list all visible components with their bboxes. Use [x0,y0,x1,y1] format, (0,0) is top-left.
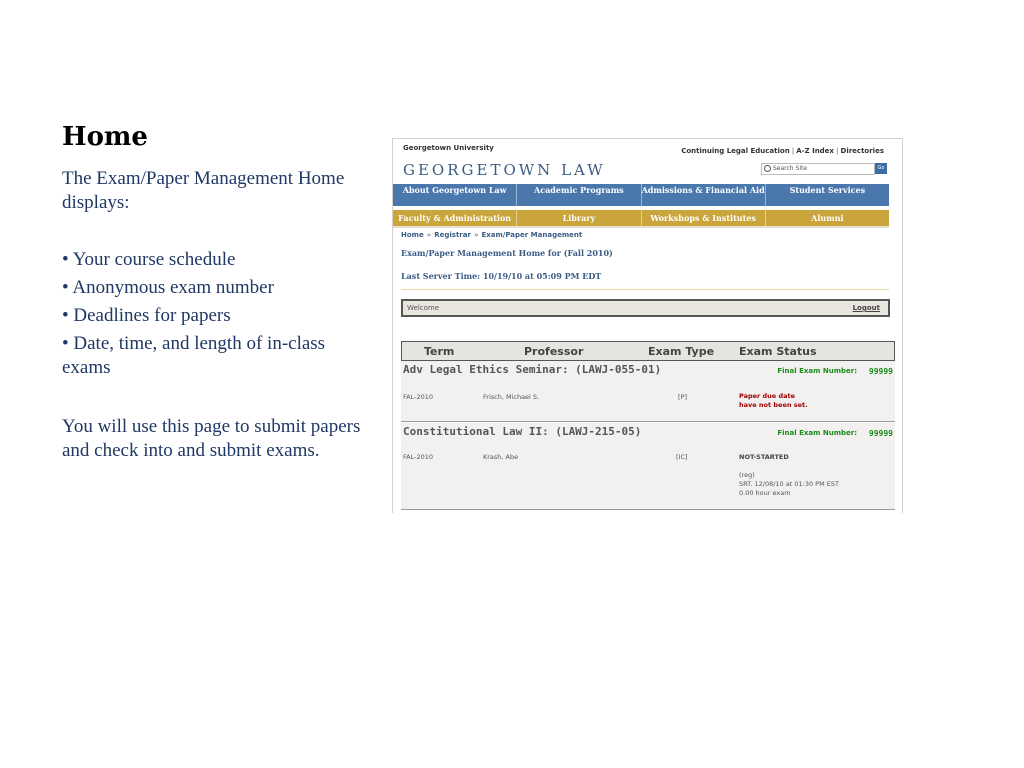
final-exam-number: 99999 [868,367,893,376]
exam-detail: 0.00 hour exam [739,489,791,497]
row-divider [401,421,895,422]
col-exam-status: Exam Status [739,345,817,358]
course-row [401,361,895,421]
breadcrumb-home[interactable]: Home [401,231,424,239]
bullet-item: • Date, time, and length of in-class exams [62,333,326,378]
exam-type-cell: [P] [678,393,687,401]
bullet-list [62,248,372,384]
paper-due-status-line2: have not been set. [739,401,808,409]
exam-management-screenshot [392,138,903,513]
col-exam-type: Exam Type [648,345,715,358]
col-professor: Professor [524,345,584,358]
search-icon [764,165,771,172]
page-heading: Exam/Paper Management Home for (Fall 2010) [401,248,613,258]
professor-cell: Krash, Abe [483,453,519,461]
nav-workshops[interactable]: Workshops & Institutes [642,210,766,226]
top-links: Continuing Legal Education | A-Z Index | Directories [681,147,884,155]
nav-about[interactable]: About Georgetown Law [393,184,517,206]
exam-status: NOT-STARTED [739,453,789,461]
row-divider [401,509,895,510]
search-placeholder: Search Site [773,165,808,172]
welcome-label: Welcome [407,304,440,312]
welcome-bar [401,299,890,317]
divider [401,289,889,290]
bullet-item: • Anonymous exam number [62,277,274,298]
exam-detail: (reg) [739,471,755,479]
nav-faculty[interactable]: Faculty & Administration [393,210,517,226]
col-term: Term [424,345,455,358]
exam-type-cell: [IC] [676,453,688,461]
bullet-item: • Deadlines for papers [62,305,231,326]
georgetown-law-logo[interactable]: GEORGETOWN LAW [403,161,606,179]
server-time: Last Server Time: 10/19/10 at 05:09 PM EDT [401,271,602,281]
paper-due-status: Paper due date [739,392,796,400]
course-row [401,423,895,509]
university-name: Georgetown University [403,144,494,152]
term-cell: FAL-2010 [403,393,433,401]
final-exam-label: Final Exam Number: [777,429,857,437]
nav-student-services[interactable]: Student Services [789,185,866,195]
secondary-nav [393,210,889,226]
slide-title: Home [62,122,148,152]
breadcrumb-exam-paper[interactable]: Exam/Paper Management [481,231,583,239]
intro-text: The Exam/Paper Management Home displays: [62,168,345,213]
nav-divider [393,226,889,228]
course-title: Constitutional Law II: (LAWJ-215-05) [403,425,642,438]
table-header [401,341,895,361]
breadcrumb: Home » Registrar » Exam/Paper Management [401,231,583,239]
logout-link[interactable]: Logout [852,304,880,312]
primary-nav [393,184,889,206]
breadcrumb-registrar[interactable]: Registrar [434,231,471,239]
exam-detail: SRT. 12/08/10 at 01:30 PM EST [739,480,839,488]
course-title: Adv Legal Ethics Seminar: (LAWJ-055-01) [403,363,662,376]
nav-library[interactable]: Library [517,210,641,226]
bullet-item: • Your course schedule [62,249,236,270]
nav-academic-programs[interactable]: Academic Programs [517,184,641,206]
search-input[interactable] [761,163,875,175]
cle-link[interactable]: Continuing Legal Education [681,147,790,155]
az-index-link[interactable]: A-Z Index [796,147,834,155]
professor-cell: Frisch, Michael S. [483,393,540,401]
nav-admissions[interactable]: Admissions & Financial Aid [642,184,766,206]
search-go-button[interactable]: Go [875,163,887,174]
final-exam-number: 99999 [868,429,893,438]
term-cell: FAL-2010 [403,453,433,461]
outro-text: You will use this page to submit papers and check into and submit exams. [62,416,361,461]
directories-link[interactable]: Directories [840,147,884,155]
final-exam-label: Final Exam Number: [777,367,857,375]
nav-alumni[interactable]: Alumni [811,213,844,223]
